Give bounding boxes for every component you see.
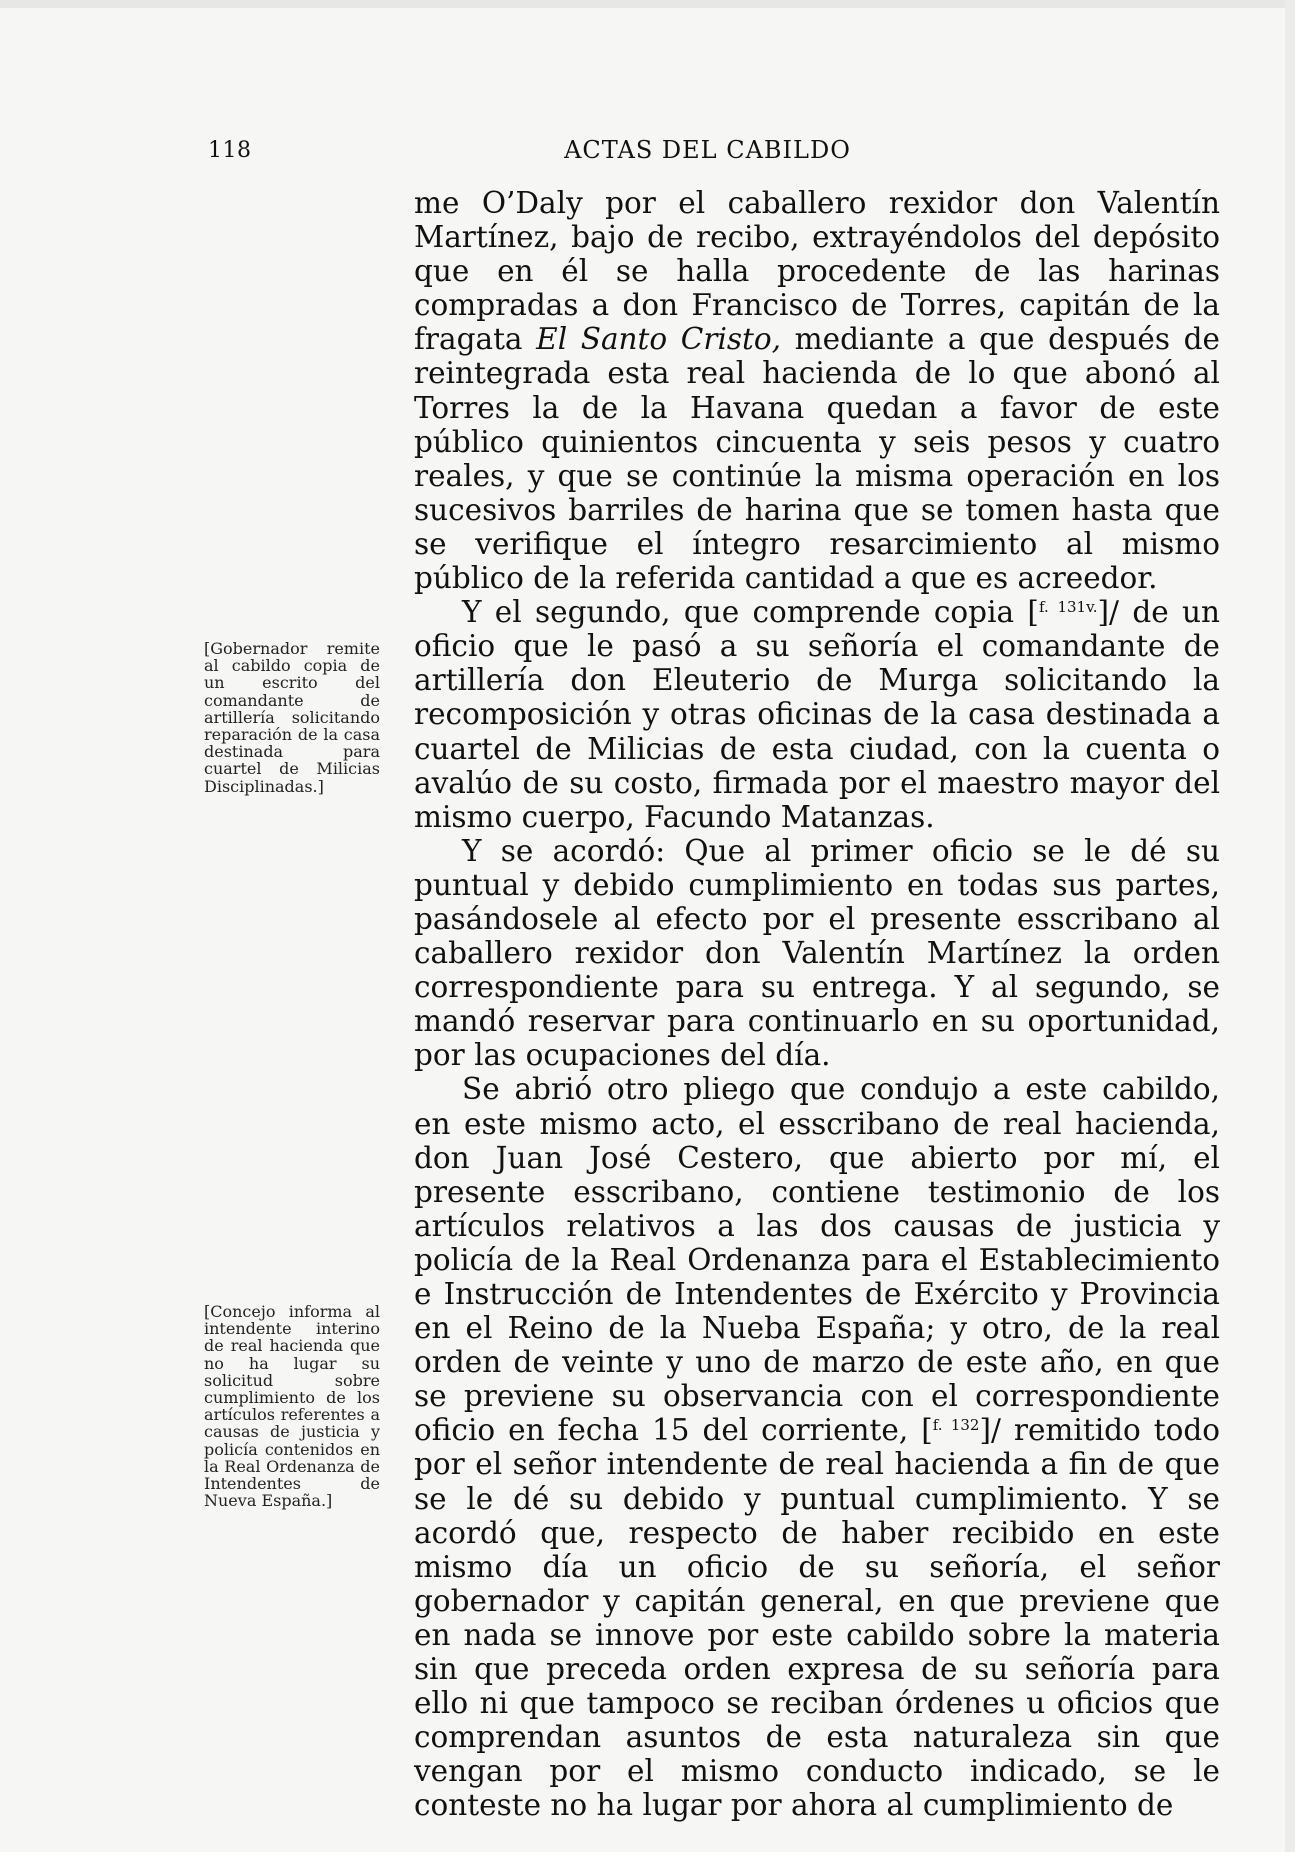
folio-mark-132: f. 132 (932, 1416, 980, 1435)
paragraph-2 (414, 595, 1220, 834)
paragraph-1-text-a: me O’Daly por el caballero rexidor don Valentín Martínez, bajo de recibo, extrayéndolos del depósito que en él se halla procedente de las harinas compradas a don Francisco de Torres, capitán de la fragata (414, 186, 1220, 357)
running-head: ACTAS DEL CABILDO (564, 136, 851, 164)
main-text (414, 186, 1220, 1823)
page-top-edge (0, 0, 1295, 8)
margin-note-concejo: [Concejo informa al intendente interino de real hacienda que no ha lugar su solicitud sobre cumplimiento de los artículos referentes a causas de justicia y policía contenidos en la Real Ordenanza de Intendentes de Nueva España.] (204, 1302, 380, 1511)
page-right-edge (1285, 0, 1295, 1852)
page-number: 118 (208, 138, 252, 163)
paragraph-4 (414, 1072, 1220, 1822)
folio-mark-131v: f. 131v. (1038, 598, 1098, 617)
paragraph-4-text-b: ]/ remitido todo por el señor intendente de real hacienda a fin de que se le dé su debido y puntual cumplimiento. Y se acordó que, respecto de haber recibido en este mismo día un oficio de su señoría, el señor gobernador y capitán general, en que previene que en nada se innove por este cabildo sobre la materia sin que preceda orden expresa de su señoría para ello ni que tampoco se reciban órdenes u oficios que comprendan asuntos de esta naturaleza sin que vengan por el mismo conducto indicado, se le conteste no ha lugar por ahora al cumplimiento de (414, 1413, 1220, 1823)
paragraph-2-text-a: Y el segundo, que comprende copia [ (462, 595, 1039, 630)
paragraph-3: Y se acordó: Que al primer oficio se le dé su puntual y debido cumplimiento en todas sus partes, pasándosele al efecto por el presente esscribano al caballero rexidor don Valentín Martínez la orden correspondiente para su entrega. Y al segundo, se mandó reservar para continuarlo en su oportunidad, por las ocupaciones del día. (414, 833, 1220, 1073)
paragraph-1 (414, 186, 1220, 595)
paragraph-2-text-b: ]/ de un oficio que le pasó a su señoría el comandante de artillería don Eleuterio de Murga solicitando la recomposición y otras oficinas de la casa destinada a cuartel de Milicias de esta ciudad, con la cuenta o avalúo de su costo, firmada por el maestro mayor del mismo cuerpo, Facundo Matanzas. (414, 595, 1220, 834)
margin-note-gobernador: [Gobernador remite al cabildo copia de un escrito del comandante de artillería solicitando reparación de la casa destinada para cuartel de Milicias Disciplinadas.] (204, 639, 380, 796)
ship-name: El Santo Cristo, (536, 322, 782, 357)
paragraph-1-text-b: mediante a que después de reintegrada esta real hacienda de lo que abonó al Torres la de la Havana quedan a favor de este público quinientos cincuenta y seis pesos y cuatro reales, y que se continúe la misma operación en los sucesivos barriles de harina que se tomen hasta que se verifique el íntegro resarcimiento al mismo público de la referida cantidad a que es acreedor. (414, 322, 1220, 596)
paragraph-4-text-a: Se abrió otro pliego que condujo a este cabildo, en este mismo acto, el esscribano de real hacienda, don Juan José Cestero, que abierto por mí, el presente esscribano, contiene testimonio de los artículos relativos a las dos causas de justicia y policía de la Real Ordenanza para el Establecimiento e Instrucción de Intendentes de Exército y Provincia en el Reino de la Nueba España; y otro, de la real orden de veinte y uno de marzo de este año, en que se previene su observancia con el correspondiente oficio en fecha 15 del corriente, [ (414, 1072, 1220, 1448)
